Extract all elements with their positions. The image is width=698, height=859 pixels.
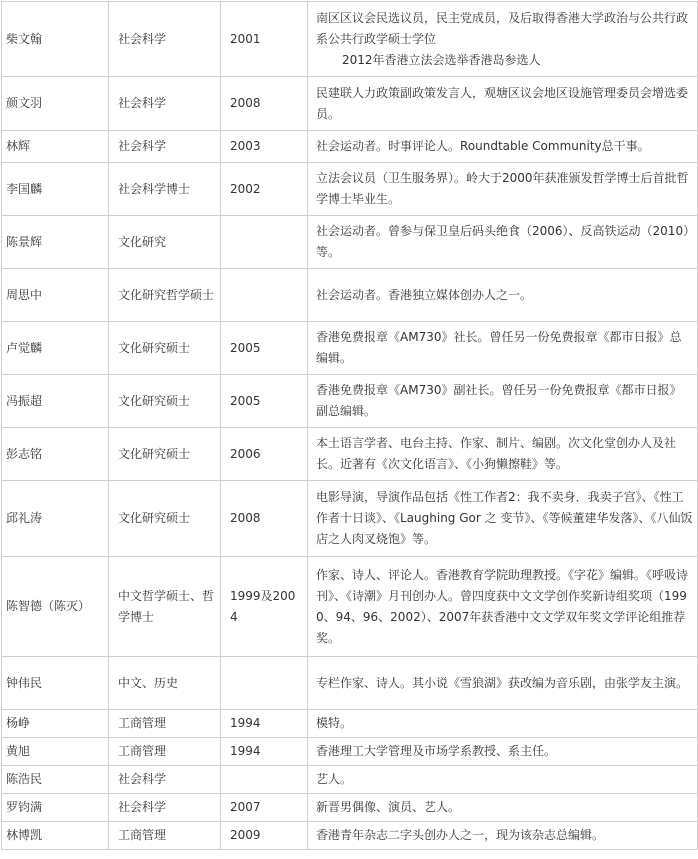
- table-row: [2, 657, 698, 710]
- alumnus-description: 社会运动者。香港独立媒体创办人之一。: [308, 269, 698, 322]
- alumnus-field: 社会科学博士: [109, 163, 221, 216]
- alumnus-field: 文化研究硕士: [109, 428, 221, 481]
- alumnus-year: 1994: [221, 710, 308, 738]
- alumnus-name: 李国麟: [2, 163, 109, 216]
- alumnus-field: 工商管理: [109, 710, 221, 738]
- alumnus-name: 钟伟民: [2, 657, 109, 710]
- alumnus-description: 本土语言学者、电台主持、作家、制片、编剧。次文化堂创办人及社长。近著有《次文化语言》、《小狗懒擦鞋》等。: [308, 428, 698, 481]
- table-row: [2, 322, 698, 375]
- table-row: [2, 738, 698, 766]
- alumnus-field: 文化研究硕士: [109, 375, 221, 428]
- alumnus-name: 杨峥: [2, 710, 109, 738]
- alumnus-name: 冯振超: [2, 375, 109, 428]
- alumnus-description: 社会运动者。曾参与保卫皇后码头绝食（2006）、反高铁运动（2010）等。: [308, 216, 698, 269]
- alumnus-field: 文化研究: [109, 216, 221, 269]
- description-text: 南区区议会民选议员，民主党成员，及后取得香港大学政治与公共行政系公共行政学硕士学位: [316, 10, 689, 46]
- alumnus-year: [221, 766, 308, 794]
- alumnus-year: 2007: [221, 794, 308, 822]
- table-row: [2, 2, 698, 77]
- table-row: [2, 375, 698, 428]
- alumnus-year: 2003: [221, 131, 308, 163]
- alumnus-year: 2005: [221, 322, 308, 375]
- alumnus-year: 2002: [221, 163, 308, 216]
- alumnus-year: 2006: [221, 428, 308, 481]
- alumnus-name: 颜文羽: [2, 77, 109, 131]
- table-row: [2, 481, 698, 557]
- alumnus-description: 社会运动者。时事评论人。Roundtable Community总干事。: [308, 131, 698, 163]
- alumnus-description: 模特。: [308, 710, 698, 738]
- alumnus-field: 工商管理: [109, 738, 221, 766]
- alumnus-name: 林辉: [2, 131, 109, 163]
- alumnus-year: [221, 657, 308, 710]
- table-row: [2, 557, 698, 657]
- alumni-table: [1, 1, 698, 850]
- alumnus-year: [221, 216, 308, 269]
- alumnus-name: 周思中: [2, 269, 109, 322]
- alumnus-description: 立法会议员（卫生服务界）。岭大于2000年获准颁发哲学博士后首批哲学博士毕业生。: [308, 163, 698, 216]
- table-row: [2, 131, 698, 163]
- table-row: [2, 216, 698, 269]
- alumnus-field: 文化研究硕士: [109, 481, 221, 557]
- alumnus-year: 1999及2004: [221, 557, 308, 657]
- alumnus-year: 2005: [221, 375, 308, 428]
- alumnus-field: 中文哲学硕士、哲学博士: [109, 557, 221, 657]
- table-row: [2, 428, 698, 481]
- alumnus-field: 社会科学: [109, 2, 221, 77]
- table-row: [2, 163, 698, 216]
- alumnus-description: 作家、诗人、评论人。香港教育学院助理教授。《字花》编辑。《呼吸诗刊》、《诗潮》月刊创办人。曾四度获中文文学创作奖新诗组奖项（1990、94、96、2002）、2007年获香港中文文学双年奖文学评论组推荐奖。: [308, 557, 698, 657]
- table-row: [2, 794, 698, 822]
- alumnus-name: 陈浩民: [2, 766, 109, 794]
- alumnus-name: 卢觉麟: [2, 322, 109, 375]
- alumnus-field: 中文、历史: [109, 657, 221, 710]
- alumnus-field: 社会科学: [109, 77, 221, 131]
- alumnus-field: 文化研究硕士: [109, 322, 221, 375]
- table-row: [2, 77, 698, 131]
- alumnus-description: 香港免费报章《AM730》副社长。曾任另一份免费报章《都市日报》副总编辑。: [308, 375, 698, 428]
- alumnus-year: 2008: [221, 481, 308, 557]
- alumnus-description: 香港青年杂志二字头创办人之一，现为该杂志总编辑。: [308, 822, 698, 850]
- alumnus-year: [221, 269, 308, 322]
- alumnus-year: 2001: [221, 2, 308, 77]
- alumnus-name: 黄旭: [2, 738, 109, 766]
- description-subline: 2012年香港立法会选举香港岛参选人: [342, 52, 541, 67]
- alumnus-name: 陈智德（陈灭）: [2, 557, 109, 657]
- alumnus-name: 林博凯: [2, 822, 109, 850]
- alumnus-year: 1994: [221, 738, 308, 766]
- table-row: [2, 766, 698, 794]
- alumnus-name: 柴文翰: [2, 2, 109, 77]
- alumnus-name: 邱礼涛: [2, 481, 109, 557]
- alumnus-description: 香港免费报章《AM730》社长。曾任另一份免费报章《都市日报》总编辑。: [308, 322, 698, 375]
- table-row: [2, 710, 698, 738]
- alumnus-year: 2008: [221, 77, 308, 131]
- alumnus-description: [308, 2, 698, 77]
- alumnus-year: 2009: [221, 822, 308, 850]
- alumnus-field: 社会科学: [109, 131, 221, 163]
- alumnus-name: 彭志铭: [2, 428, 109, 481]
- alumnus-description: 艺人。: [308, 766, 698, 794]
- alumnus-field: 社会科学: [109, 794, 221, 822]
- table-row: [2, 269, 698, 322]
- alumnus-field: 文化研究哲学硕士: [109, 269, 221, 322]
- alumnus-field: 社会科学: [109, 766, 221, 794]
- alumnus-name: 罗钧满: [2, 794, 109, 822]
- alumnus-description: 民建联人力政策副政策发言人，观塘区议会地区设施管理委员会增选委员。: [308, 77, 698, 131]
- alumnus-description: 电影导演，导演作品包括《性工作者2：我不卖身．我卖子宫》、《性工作者十日谈》、《Laughing Gor 之 变节》、《等候董建华发落》、《八仙饭店之人肉叉烧饱》等。: [308, 481, 698, 557]
- alumnus-description: 香港理工大学管理及市场学系教授、系主任。: [308, 738, 698, 766]
- alumnus-description: 新晋男偶像、演员、艺人。: [308, 794, 698, 822]
- table-row: [2, 822, 698, 850]
- alumnus-name: 陈景辉: [2, 216, 109, 269]
- alumnus-field: 工商管理: [109, 822, 221, 850]
- alumnus-description: 专栏作家、诗人。其小说《雪狼湖》获改编为音乐剧，由张学友主演。: [308, 657, 698, 710]
